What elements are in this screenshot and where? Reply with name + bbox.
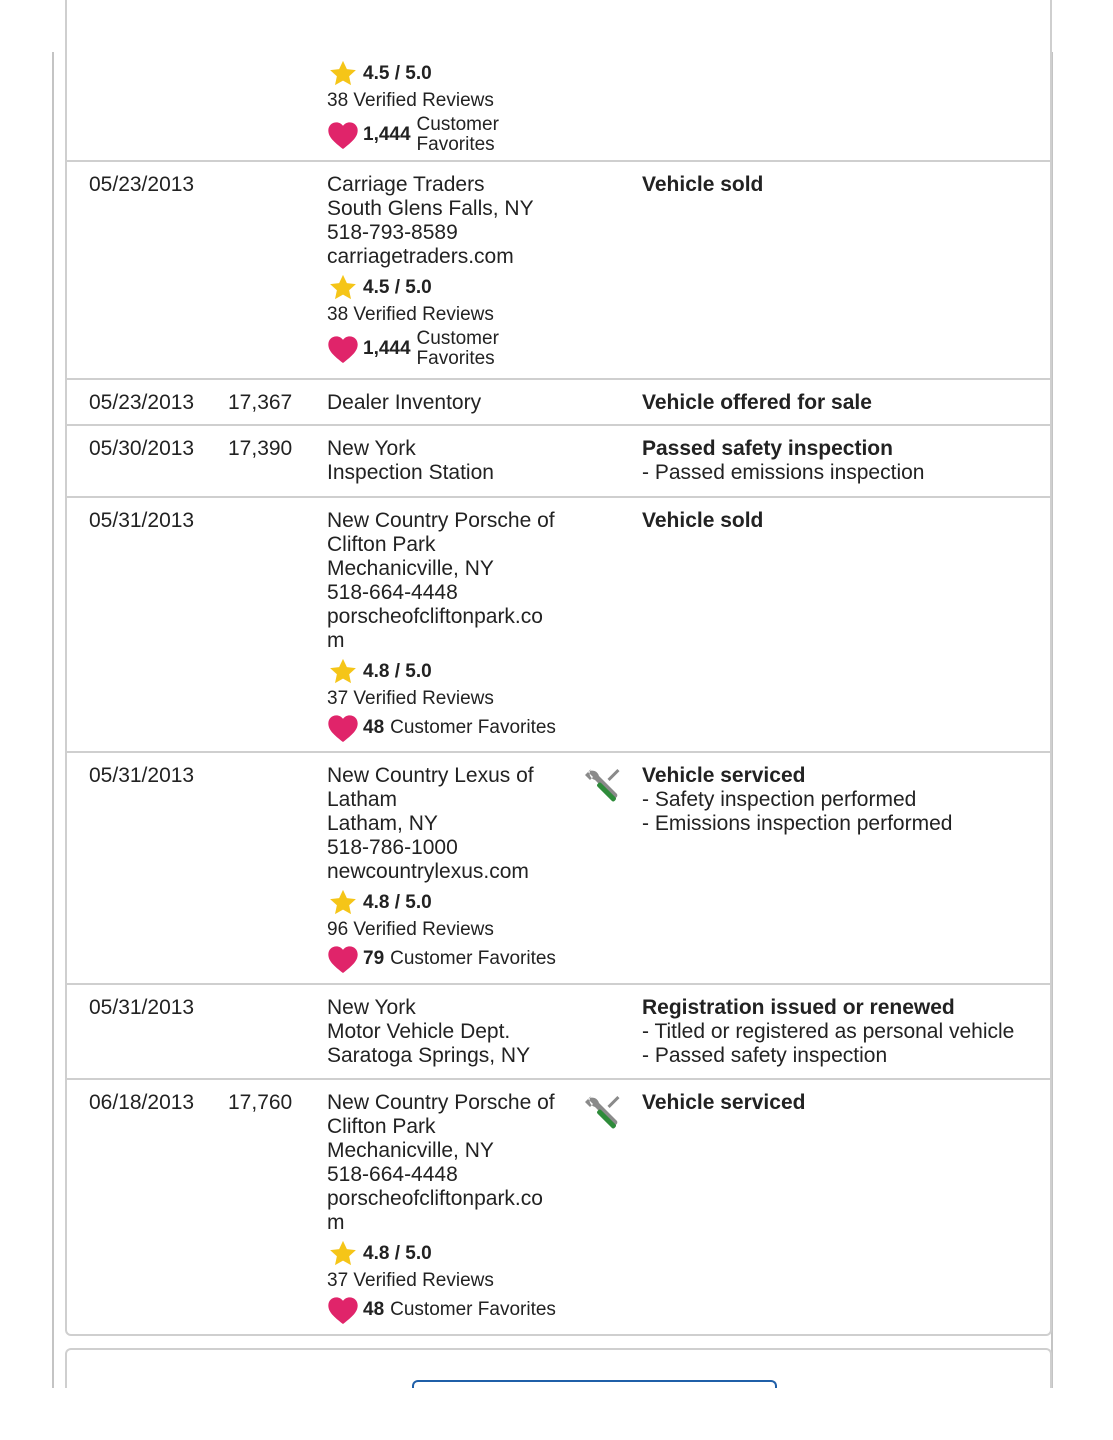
- source-name: New Country Lexus of: [327, 764, 534, 787]
- source-location: South Glens Falls, NY: [327, 197, 534, 220]
- comments-cell: [642, 996, 1042, 1068]
- date-cell: 05/23/2013: [89, 173, 195, 196]
- source-cell: [327, 509, 575, 743]
- source-website-wrap[interactable]: m: [327, 629, 345, 652]
- table-row: [67, 985, 1050, 1080]
- star-icon: [327, 273, 359, 303]
- source-phone[interactable]: 518-786-1000: [327, 836, 458, 859]
- source-cell: [327, 391, 575, 415]
- dealer-rating: [327, 1239, 575, 1269]
- source-phone[interactable]: 518-664-4448: [327, 581, 458, 604]
- date-cell: 06/18/2013: [89, 1091, 195, 1114]
- source-cell: [327, 1091, 575, 1325]
- comment-item: - Emissions inspection performed: [642, 812, 953, 835]
- star-icon: [327, 1239, 359, 1269]
- service-wrench-screwdriver-icon: [585, 765, 625, 805]
- verified-reviews-link[interactable]: 38 Verified Reviews: [327, 304, 494, 325]
- mileage-cell: 17,367: [228, 391, 293, 414]
- favorites-label: Customer Favorites: [416, 328, 499, 369]
- page-border-left: [52, 52, 54, 1388]
- favorites-label: Customer Favorites: [416, 114, 499, 155]
- rating-value: 4.5 / 5.0: [363, 63, 432, 84]
- source-website[interactable]: carriagetraders.com: [327, 245, 514, 268]
- date-cell: 05/31/2013: [89, 509, 195, 532]
- customer-favorites: [327, 1295, 575, 1325]
- source-location: Saratoga Springs, NY: [327, 1044, 531, 1067]
- comment-title: Vehicle sold: [642, 173, 764, 196]
- source-website[interactable]: newcountrylexus.com: [327, 860, 529, 883]
- dealer-rating: [327, 59, 575, 89]
- source-name-line-2: Latham: [327, 788, 398, 811]
- verified-reviews-link[interactable]: 96 Verified Reviews: [327, 919, 494, 940]
- source-phone[interactable]: 518-664-4448: [327, 1163, 458, 1186]
- source-name: New York: [327, 996, 416, 1019]
- table-row: [67, 162, 1050, 380]
- page-bottom-margin: [0, 1388, 1113, 1440]
- table-row: [67, 1080, 1050, 1334]
- source-cell: [327, 437, 575, 485]
- comments-cell: [642, 509, 1042, 533]
- star-icon: [327, 657, 359, 687]
- source-name-line-2: Clifton Park: [327, 533, 436, 556]
- source-location: Latham, NY: [327, 812, 438, 835]
- favorites-label: Customer Favorites: [390, 1299, 556, 1320]
- table-row: [67, 380, 1050, 426]
- mileage-cell: 17,390: [228, 437, 293, 460]
- source-location: Mechanicville, NY: [327, 557, 494, 580]
- verified-reviews-link[interactable]: 37 Verified Reviews: [327, 1270, 494, 1291]
- date-cell: 05/31/2013: [89, 996, 195, 1019]
- favorites-count: 79: [363, 948, 385, 969]
- heart-icon: [327, 1295, 359, 1325]
- rating-value: 4.8 / 5.0: [363, 892, 432, 913]
- source-website-wrap[interactable]: m: [327, 1211, 345, 1234]
- date-cell: 05/31/2013: [89, 764, 195, 787]
- vehicle-history-table: [65, 0, 1052, 1336]
- source-cell: [327, 173, 575, 369]
- verified-reviews-link[interactable]: 38 Verified Reviews: [327, 90, 494, 111]
- source-name: New York: [327, 437, 416, 460]
- source-name-line-2: Motor Vehicle Dept.: [327, 1020, 511, 1043]
- comments-cell: [642, 437, 1042, 485]
- table-row: [67, 753, 1050, 985]
- favorites-count: 1,444: [363, 124, 411, 145]
- service-icon-cell: [585, 1092, 629, 1138]
- dealer-rating: [327, 888, 575, 918]
- comment-title: Registration issued or renewed: [642, 996, 955, 1019]
- heart-icon: [327, 944, 359, 974]
- date-cell: 05/23/2013: [89, 391, 195, 414]
- source-name: New Country Porsche of: [327, 509, 555, 532]
- mileage-cell: 17,760: [228, 1091, 293, 1114]
- rating-value: 4.8 / 5.0: [363, 1243, 432, 1264]
- customer-favorites: [327, 329, 575, 369]
- star-icon: [327, 888, 359, 918]
- table-row: [67, 426, 1050, 498]
- source-cell: [327, 996, 575, 1068]
- comment-title: Vehicle sold: [642, 509, 764, 532]
- heart-icon: [327, 334, 359, 364]
- source-name-line-2: Inspection Station: [327, 461, 494, 484]
- source-name-line-2: Clifton Park: [327, 1115, 436, 1138]
- comment-item: - Passed emissions inspection: [642, 461, 925, 484]
- favorites-label: Customer Favorites: [390, 948, 556, 969]
- heart-icon: [327, 120, 359, 150]
- rating-value: 4.5 / 5.0: [363, 277, 432, 298]
- comment-item: - Safety inspection performed: [642, 788, 917, 811]
- table-row: [67, 0, 1050, 162]
- service-wrench-screwdriver-icon: [585, 1092, 625, 1132]
- comments-cell: [642, 391, 1042, 415]
- table-row: [67, 498, 1050, 753]
- source-name: New Country Porsche of: [327, 1091, 555, 1114]
- service-icon-cell: [585, 765, 629, 811]
- source-website[interactable]: porscheofcliftonpark.co: [327, 605, 543, 628]
- comment-title: Passed safety inspection: [642, 437, 893, 460]
- verified-reviews-link[interactable]: 37 Verified Reviews: [327, 688, 494, 709]
- comments-cell: [642, 173, 1042, 197]
- favorites-count: 48: [363, 1299, 385, 1320]
- source-website[interactable]: porscheofcliftonpark.co: [327, 1187, 543, 1210]
- comments-cell: [642, 764, 1042, 836]
- favorites-label: Customer Favorites: [390, 717, 556, 738]
- source-phone[interactable]: 518-793-8589: [327, 221, 458, 244]
- date-cell: 05/30/2013: [89, 437, 195, 460]
- source-location: Mechanicville, NY: [327, 1139, 494, 1162]
- customer-favorites: [327, 713, 575, 743]
- source-cell: [327, 764, 575, 974]
- customer-favorites: [327, 944, 575, 974]
- favorites-count: 48: [363, 717, 385, 738]
- comment-item: - Titled or registered as personal vehicle: [642, 1020, 1015, 1043]
- rating-value: 4.8 / 5.0: [363, 661, 432, 682]
- comment-title: Vehicle serviced: [642, 1091, 806, 1114]
- source-name: Carriage Traders: [327, 173, 485, 196]
- favorites-count: 1,444: [363, 338, 411, 359]
- dealer-rating: [327, 273, 575, 303]
- comments-cell: [642, 1091, 1042, 1115]
- customer-favorites: [327, 115, 575, 155]
- comment-title: Vehicle offered for sale: [642, 391, 872, 414]
- source-name: Dealer Inventory: [327, 391, 482, 414]
- source-cell: [327, 55, 575, 155]
- dealer-rating: [327, 657, 575, 687]
- star-icon: [327, 59, 359, 89]
- comment-item: - Passed safety inspection: [642, 1044, 888, 1067]
- heart-icon: [327, 713, 359, 743]
- comment-title: Vehicle serviced: [642, 764, 806, 787]
